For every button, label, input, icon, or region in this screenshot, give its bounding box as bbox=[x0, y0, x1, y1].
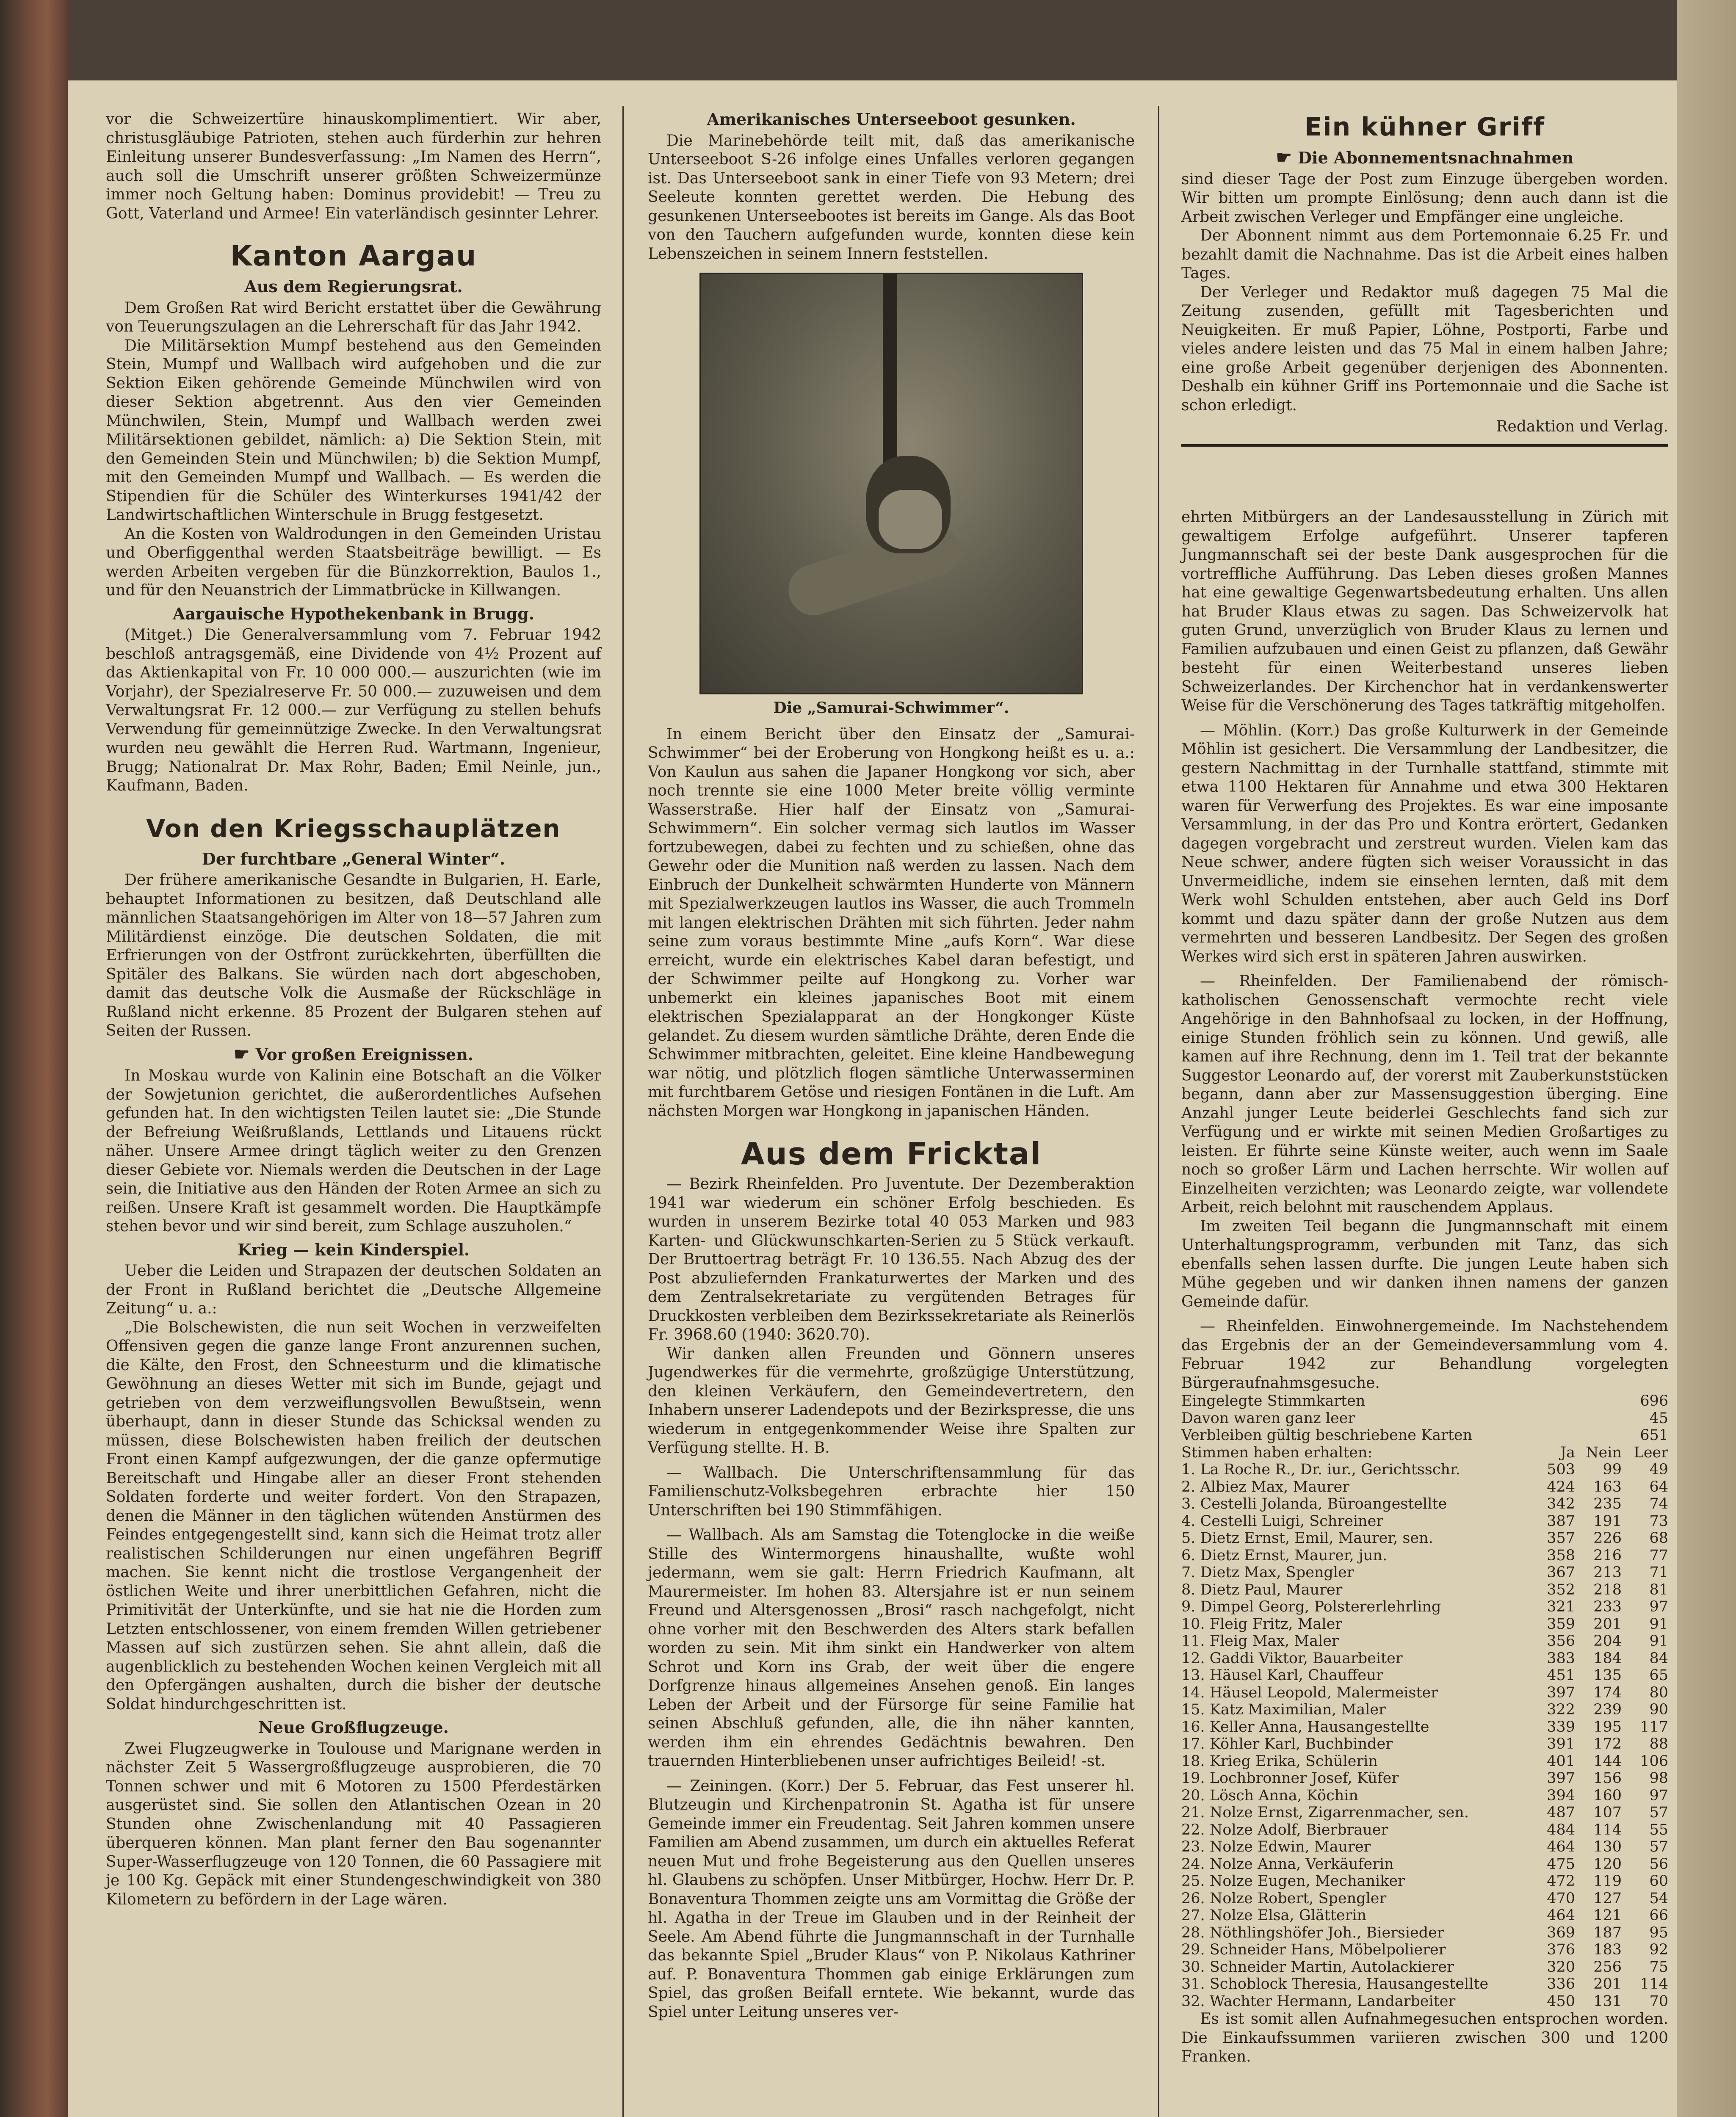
vote-row bbox=[1181, 1993, 1668, 2010]
vote-name: 17. Köhler Karl, Buchbinder bbox=[1181, 1736, 1393, 1752]
vote-leer: 97 bbox=[1649, 1787, 1668, 1804]
column-rule bbox=[1158, 106, 1159, 2117]
vote-name: 16. Keller Anna, Hausangestellte bbox=[1181, 1718, 1429, 1736]
subscription-notice bbox=[1181, 110, 1668, 454]
vote-row bbox=[1181, 1753, 1668, 1770]
heading-text: Vor großen Ereignissen. bbox=[255, 1045, 474, 1064]
vote-nein: 114 bbox=[1593, 1821, 1622, 1838]
column-right bbox=[1181, 508, 1668, 2067]
vote-ja: 357 bbox=[1547, 1530, 1575, 1547]
vote-name: 10. Fleig Fritz, Maler bbox=[1181, 1615, 1343, 1633]
vote-row bbox=[1181, 1650, 1668, 1667]
paragraph: An die Kosten von Waldrodungen in den Gemeinden Uristau und Oberfiggenthal werden Staatsbeiträge bewilligt. — Es werden Arbeiten vergeben für die Bünzkorrektion, Baulos 1., und für den Neuanstrich der Limmatbrücke in Killwangen. bbox=[106, 525, 601, 599]
heading-grossflugzeuge: Neue Großflugzeuge. bbox=[258, 1718, 449, 1737]
votes-table bbox=[1181, 1444, 1668, 2010]
vote-leer: 80 bbox=[1649, 1684, 1668, 1701]
notice-heading bbox=[1181, 148, 1668, 168]
vote-leer: 70 bbox=[1649, 1993, 1668, 2010]
vote-nein: 156 bbox=[1593, 1770, 1622, 1787]
vote-leer: 68 bbox=[1649, 1530, 1668, 1547]
vote-name: 6. Dietz Ernst, Maurer, jun. bbox=[1181, 1547, 1388, 1564]
heading-ereignisse bbox=[106, 1045, 601, 1064]
vote-name: 29. Schneider Hans, Möbelpolierer bbox=[1181, 1941, 1446, 1958]
vote-nein: 226 bbox=[1593, 1530, 1622, 1547]
heading-general-winter: Der furchtbare „General Winter“. bbox=[202, 849, 506, 868]
vote-leer: 57 bbox=[1649, 1804, 1668, 1821]
vote-name: 22. Nolze Adolf, Bierbrauer bbox=[1181, 1821, 1388, 1838]
vote-row bbox=[1181, 1598, 1668, 1616]
vote-nein: 213 bbox=[1593, 1564, 1622, 1581]
vote-nein: 201 bbox=[1593, 1615, 1622, 1633]
vote-nein: 172 bbox=[1593, 1736, 1622, 1752]
vote-leer: 73 bbox=[1649, 1512, 1668, 1530]
vote-ja: 401 bbox=[1547, 1752, 1575, 1770]
vote-name: 3. Cestelli Jolanda, Büroangestellte bbox=[1181, 1495, 1447, 1512]
vote-name: 11. Fleig Max, Maler bbox=[1181, 1633, 1339, 1650]
vote-nein: 119 bbox=[1593, 1873, 1622, 1890]
vote-row bbox=[1181, 1667, 1668, 1684]
vote-name: 1. La Roche R., Dr. iur., Gerichtsschr. bbox=[1181, 1461, 1460, 1478]
vote-name: 20. Lösch Anna, Köchin bbox=[1181, 1787, 1358, 1804]
vote-row bbox=[1181, 1719, 1668, 1736]
vote-ja: 464 bbox=[1547, 1838, 1575, 1855]
vote-leer: 84 bbox=[1649, 1650, 1668, 1667]
vote-nein: 201 bbox=[1593, 1976, 1622, 1993]
vote-name: 8. Dietz Paul, Maurer bbox=[1181, 1581, 1343, 1598]
paragraph: Ueber die Leiden und Strapazen der deutschen Soldaten an der Front in Rußland berichtet die „Deutsche Allgemeine Zeitung“ u. a.: bbox=[106, 1262, 601, 1317]
vote-ja: 464 bbox=[1547, 1907, 1575, 1924]
column-left bbox=[106, 110, 601, 1909]
vote-leer: 71 bbox=[1649, 1564, 1668, 1581]
paragraph: Im zweiten Teil begann die Jungmannschaft mit einem Unterhaltungsprogramm, verbunden mit Tanz, das sich ebenfalls sehen lassen durfte. Die jungen Leute haben sich Mühe gegeben und wir danken ihnen namens der ganzen Gemeinde dafür. bbox=[1181, 1217, 1668, 1310]
paragraph: — Wallbach. Die Unterschriftensammlung für das Familienschutz-Volksbegehren erbrachte hier 150 Unterschriften bei 190 Stimmfähigen. bbox=[648, 1464, 1135, 1519]
vote-ja: 352 bbox=[1547, 1581, 1575, 1598]
vote-leer: 91 bbox=[1649, 1615, 1668, 1633]
vote-row bbox=[1181, 1787, 1668, 1805]
paragraph: — Bezirk Rheinfelden. Pro Juventute. Der Dezemberaktion 1941 war wiederum ein schöner Erfolg beschieden. Es wurden in unserem Bezirke total 40 053 Marken und 983 Karten- und Glückwunschkarten-Serien zu 5 Stück verkauft. Der Bruttoertrag beträgt Fr. 10 136.55. Nach Abzug des der Post abzuliefernden Frankaturwertes der Marken und des dem Zentralsekretariate zu vergütenden Betrages für Druckkosten verbleiben dem Bezirkssekretariate als Reinerlös Fr. 3968.60 (1940: 3620.70). bbox=[648, 1175, 1135, 1343]
heading-unterseeboot: Amerikanisches Unterseeboot gesunken. bbox=[707, 110, 1076, 129]
vote-row bbox=[1181, 1633, 1668, 1650]
vote-nein: 184 bbox=[1593, 1650, 1622, 1667]
paragraph: Der Verleger und Redaktor muß dagegen 75 Mal die Zeitung zusenden, gefüllt mit Tagesberichten und Neuigkeiten. Er muß Papier, Löhne, Postporti, Farbe und vieles andere leisten und das 75 Mal in einem halben Jahre; eine große Arbeit gegenüber derjenigen des Abonnenten. Deshalb ein kühner Griff ins Portemonnaie und die Sache ist schon erledigt. bbox=[1181, 283, 1668, 414]
photo-caption: Die „Samurai-Schwimmer“. bbox=[773, 699, 1009, 717]
notice-title: Ein kühner Griff bbox=[1305, 112, 1545, 142]
vote-leer: 57 bbox=[1649, 1838, 1668, 1855]
vote-leer: 106 bbox=[1640, 1752, 1668, 1770]
vote-nein: 216 bbox=[1593, 1547, 1622, 1564]
paragraph: ehrten Mitbürgers an der Landesausstellung in Zürich mit gewaltigem Erfolge aufgeführt. Unserer tapferen Jungmannschaft sei der beste Dank ausgesprochen für die vortreffliche Aufführung. Das Leben dieses großen Mannes hat eine gewaltige Gegenwartsbedeutung erhalten. Uns allen hat Bruder Klaus etwas zu sagen. Das Schweizervolk hat guten Grund, unverzüglich von Bruder Klaus zu lernen und Familien aufzubauen und einen Geist zu pflanzen, daß Gewähr besteht für einen Weiterbestand unseres lieben Schweizerlandes. Der Kirchenchor hat in verdankenswerter Weise für die Verschönerung des Tages tatkräftig mitgeholfen. bbox=[1181, 509, 1668, 714]
vote-ja: 342 bbox=[1547, 1495, 1575, 1512]
paragraph: Zwei Flugzeugwerke in Toulouse und Marignane werden in nächster Zeit 5 Wassergroßflugzeuge ausprobieren, die 70 Tonnen schwer und mit 6 Motoren zu 1500 Pferdestärken ausgerüstet sind. Sie sollen den Atlantischen Ozean in 20 Stunden ohne Zwischenlandung mit 40 Passagieren überqueren können. Man plant ferner den Bau sogenannter Super-Wasserflugzeuge von 120 Tonnen, die 60 Passagiere mit je 100 Kg. Gepäck mit einer Stundengeschwindigkeit von 380 Kilometern zu befördern in der Lage wären. bbox=[106, 1740, 601, 1908]
vote-nein: 256 bbox=[1593, 1958, 1622, 1976]
vote-ja: 356 bbox=[1547, 1633, 1575, 1650]
vote-row bbox=[1181, 1581, 1668, 1599]
vote-row bbox=[1181, 1838, 1668, 1856]
paragraph: Die Militärsektion Mumpf bestehend aus den Gemeinden Stein, Mumpf und Wallbach wird aufgehoben und die zur Sektion Eiken gehörende Gemeinde Münchwilen wird von dieser Sektion abgetrennt. Aus den vier Gemeinden Münchwilen, Stein, Mumpf und Wallbach werden zwei Militärsektionen gebildet, nämlich: a) Die Sektion Stein, mit den Gemeinden Stein und Münchwilen; b) die Sektion Mumpf, mit den Gemeinden Mumpf und Wallbach. — Es werden die Stipendien für die Schüler des Winterkurses 1941/42 der Landwirtschaftlichen Winterschule in Brugg festgesetzt. bbox=[106, 337, 601, 524]
paragraph: Wir danken allen Freunden und Gönnern unseres Jugendwerkes für die vermehrte, großzügige Unterstützung, den kleinen Verkäufern, den Gemeindevertretern, den Inhabern unserer Ladendepots und der Bezirkspresse, die uns wiederum in entgegenkommender Weise ihre Spalten zur Verfügung stellte. H. B. bbox=[648, 1345, 1135, 1456]
vote-nein: 183 bbox=[1593, 1941, 1622, 1958]
vote-nein: 174 bbox=[1593, 1684, 1622, 1701]
vote-ja: 472 bbox=[1547, 1873, 1575, 1890]
vote-name: 12. Gaddi Viktor, Bauarbeiter bbox=[1181, 1650, 1403, 1667]
adjacent-page-edge bbox=[1677, 0, 1736, 2117]
vote-leer: 55 bbox=[1649, 1821, 1668, 1838]
summary-label: Verbleiben gültig beschriebene Karten bbox=[1181, 1427, 1473, 1444]
vote-leer: 91 bbox=[1649, 1633, 1668, 1650]
summary-table bbox=[1181, 1393, 1668, 1444]
vote-ja: 450 bbox=[1547, 1993, 1575, 2010]
vote-nein: 160 bbox=[1593, 1787, 1622, 1804]
vote-leer: 65 bbox=[1649, 1667, 1668, 1684]
paragraph: — Rheinfelden. Der Familienabend der römisch-katholischen Genossenschaft vermochte recht viele Angehörige in den Bahnhofsaal zu locken, in der Hoffnung, einige Stunden fröhlich sein zu können. Und gewiß, alle kamen auf ihre Rechnung, denn im 1. Teil trat der bekannte Suggestor Leonardo auf, der vorerst mit Zauberkunststücken begann, dann aber zur Massensuggestion überging. Eine Anzahl junger Leute beiderlei Geschlechts fand sich zur Verfügung und er wirkte mit seinen Medien Großartiges zu leisten. Er führte seine Künste weiter, auch wenn im Saale noch so großer Lärm und Lachen herrschte. Wir wollen auf Einzelheiten verzichten; was Leonardo zeigte, war vollendete Arbeit, reich belohnt mit rauschendem Applaus. bbox=[1181, 973, 1668, 1216]
vote-name: 32. Wachter Hermann, Landarbeiter bbox=[1181, 1993, 1456, 2010]
pointing-hand-icon: ☛ bbox=[1276, 147, 1292, 168]
vote-nein: 135 bbox=[1593, 1667, 1622, 1684]
vote-leer: 66 bbox=[1649, 1907, 1668, 1924]
vote-row bbox=[1181, 1564, 1668, 1581]
vote-name: 27. Nolze Elsa, Glätterin bbox=[1181, 1907, 1367, 1924]
vote-nein: 239 bbox=[1593, 1701, 1622, 1718]
vote-name: 9. Dimpel Georg, Polstererlehrling bbox=[1181, 1598, 1441, 1615]
paragraph: Die Marinebehörde teilt mit, daß das amerikanische Unterseeboot S-26 infolge eines Unfalles verloren gegangen ist. Das Unterseeboot sank in einer Tiefe von 93 Metern; drei Seeleute konnten gerettet werden. Die Hebung des gesunkenen Unterseebootes ist bereits im Gange. Als das Boot von den Tauchern aufgefunden wurde, konnten diese kein Lebenszeichen in seinem Innern feststellen. bbox=[648, 132, 1135, 263]
summary-value: 45 bbox=[1649, 1409, 1668, 1427]
vote-row bbox=[1181, 1513, 1668, 1530]
vote-row bbox=[1181, 1907, 1668, 1924]
vote-leer: 95 bbox=[1649, 1924, 1668, 1941]
vote-row bbox=[1181, 1804, 1668, 1821]
vote-nein: 130 bbox=[1593, 1838, 1622, 1855]
vote-row bbox=[1181, 1890, 1668, 1907]
paragraph: sind dieser Tage der Post zum Einzuge übergeben worden. Wir bitten um prompte Einlösung; denn auch dann ist die Arbeit zwischen Verleger und Empfänger eine ungleiche. bbox=[1181, 170, 1668, 226]
vote-name: 21. Nolze Ernst, Zigarrenmacher, sen. bbox=[1181, 1804, 1469, 1821]
vote-ja: 451 bbox=[1547, 1667, 1575, 1684]
vote-ja: 369 bbox=[1547, 1924, 1575, 1941]
vote-ja: 394 bbox=[1547, 1787, 1575, 1804]
book-spine bbox=[0, 0, 68, 2117]
vote-name: 26. Nolze Robert, Spengler bbox=[1181, 1890, 1387, 1907]
vote-leer: 90 bbox=[1649, 1701, 1668, 1718]
heading-text: Die Abonnementsnachnahmen bbox=[1298, 148, 1574, 167]
paragraph: (Mitget.) Die Generalversammlung vom 7. Februar 1942 beschloß antragsgemäß, eine Dividende von 4½ Prozent auf das Aktienkapital von Fr. 10 000 000.— auszurichten (wie im Vorjahr), der Spezialreserve Fr. 50 000.— zuzuweisen und dem Verwaltungsrat Fr. 12 000.— zur Verfügung zu stellen behufs Verwendung für gemeinnützige Zwecke. In den Verwaltungsrat wurden neu gewählt die Herren Rud. Wartmann, Ingenieur, Brugg; Nationalrat Dr. Max Rohr, Baden; Emil Neinle, jun., Kaufmann, Baden. bbox=[106, 626, 601, 794]
vote-leer: 77 bbox=[1649, 1547, 1668, 1564]
votes-header-nein: Nein bbox=[1585, 1444, 1622, 1461]
section-title-aargau: Kanton Aargau bbox=[230, 240, 477, 272]
summary-label: Davon waren ganz leer bbox=[1181, 1409, 1355, 1427]
vote-name: 28. Nöthlingshöfer Joh., Biersieder bbox=[1181, 1924, 1444, 1941]
vote-ja: 376 bbox=[1547, 1941, 1575, 1958]
vote-ja: 397 bbox=[1547, 1684, 1575, 1701]
vote-row bbox=[1181, 1684, 1668, 1702]
vote-leer: 117 bbox=[1640, 1718, 1668, 1736]
vote-leer: 74 bbox=[1649, 1495, 1668, 1512]
vote-nein: 235 bbox=[1593, 1495, 1622, 1512]
vote-row bbox=[1181, 1959, 1668, 1976]
vote-row bbox=[1181, 1479, 1668, 1496]
samurai-swimmer-photo bbox=[699, 273, 1083, 694]
heading-regierungsrat: Aus dem Regierungsrat. bbox=[244, 277, 463, 296]
vote-nein: 218 bbox=[1593, 1581, 1622, 1598]
vote-ja: 358 bbox=[1547, 1547, 1575, 1564]
vote-row bbox=[1181, 1701, 1668, 1719]
newspaper-page bbox=[68, 80, 1677, 2117]
paragraph: In einem Bericht über den Einsatz der „Samurai-Schwimmer“ bei der Eroberung von Hongkong heißt es u. a.: Von Kaulun aus sahen die Japaner Hongkong vor sich, aber noch trennte sie eine 1000 Meter breite völlig verminte Wasserstraße. Hier half der Einsatz von „Samurai-Schwimmern“. Ein solcher vermag sich lautlos im Wasser fortzubewegen, dabei zu fechten und zu schießen, ohne das Gewehr oder die Munition naß werden zu lassen. Nach dem Einbruch der Dunkelheit schwärmten Hunderte von Männern mit Spezialwerkzeugen lautlos ins Wasser, die auch Trommeln mit langen elektrischen Drähten mit sich führten. Jeder nahm seine zum voraus bestimmte Mine „aufs Korn“. War diese erreicht, wurde ein elektrisches Kabel daran befestigt, und der Schwimmer peilte auf Hongkong zu. Vorher war unbemerkt ein kleines japanisches Boot mit einem elektrischen Spezialapparat an der Hongkonger Küste gelandet. Zu diesem wurden sämtliche Drähte, deren Ende die Schwimmer mitbrachten, geleitet. Eine kleine Handbewegung war nötig, und plötzlich flogen sämtliche Unterwasserminen mit furchtbarem Getöse und riesigen Fontänen in die Luft. Am nächsten Morgen war Hongkong in japanischen Händen. bbox=[648, 725, 1135, 1120]
summary-row bbox=[1181, 1427, 1668, 1444]
photo-face-shape bbox=[879, 490, 942, 549]
vote-ja: 321 bbox=[1547, 1598, 1575, 1615]
vote-row bbox=[1181, 1856, 1668, 1873]
vote-row bbox=[1181, 1530, 1668, 1547]
votes-header-label: Stimmen haben erhalten: bbox=[1181, 1444, 1373, 1461]
vote-ja: 475 bbox=[1547, 1855, 1575, 1873]
vote-nein: 195 bbox=[1593, 1718, 1622, 1736]
vote-leer: 60 bbox=[1649, 1873, 1668, 1890]
vote-name: 13. Häusel Karl, Chauffeur bbox=[1181, 1667, 1383, 1684]
votes-header-ja: Ja bbox=[1560, 1444, 1575, 1461]
vote-row bbox=[1181, 1924, 1668, 1942]
vote-leer: 54 bbox=[1649, 1890, 1668, 1907]
vote-ja: 424 bbox=[1547, 1478, 1575, 1495]
vote-leer: 81 bbox=[1649, 1581, 1668, 1598]
vote-leer: 56 bbox=[1649, 1855, 1668, 1873]
thick-rule bbox=[1181, 444, 1668, 447]
vote-ja: 383 bbox=[1547, 1650, 1575, 1667]
vote-ja: 484 bbox=[1547, 1821, 1575, 1838]
vote-leer: 92 bbox=[1649, 1941, 1668, 1958]
vote-ja: 397 bbox=[1547, 1770, 1575, 1787]
column-middle bbox=[648, 110, 1135, 2022]
vote-leer: 64 bbox=[1649, 1478, 1668, 1495]
votes-header-row bbox=[1181, 1444, 1668, 1462]
vote-nein: 204 bbox=[1593, 1633, 1622, 1650]
vote-row bbox=[1181, 1547, 1668, 1564]
vote-nein: 127 bbox=[1593, 1890, 1622, 1907]
vote-nein: 163 bbox=[1593, 1478, 1622, 1495]
vote-name: 19. Lochbronner Josef, Küfer bbox=[1181, 1770, 1399, 1787]
vote-name: 4. Cestelli Luigi, Schreiner bbox=[1181, 1512, 1384, 1530]
letter-closing: vor die Schweizertüre hinauskomplimentiert. Wir aber, christusgläubige Patrioten, stehen auch fürderhin zur hehren Einleitung unserer Bundesverfassung: „Im Namen des Herrn“, auch soll die Umschrift unserer größten Schweizermünze immer noch Geltung haben: Dominus providebit! — Treu zu Gott, Vaterland und Armee! Ein vaterländisch gesinnter Lehrer. bbox=[106, 111, 601, 222]
vote-nein: 131 bbox=[1593, 1993, 1622, 2010]
vote-nein: 121 bbox=[1593, 1907, 1622, 1924]
vote-nein: 144 bbox=[1593, 1752, 1622, 1770]
vote-row bbox=[1181, 1495, 1668, 1513]
paragraph: — Zeiningen. (Korr.) Der 5. Februar, das Fest unserer hl. Blutzeugin und Kirchenpatronin St. Agatha ist für unsere Gemeinde immer ein Freudentag. Seit Jahren kommen unsere Familien am Abend zusammen, um durch ein aktuelles Referat neuen Mut und frohe Begeisterung aus den Quellen unseres hl. Glaubens zu schöpfen. Unser Mitbürger, Hochw. Herr Dr. P. Bonaventura Thommen zeigte uns am Vormittag die Größe der hl. Agatha in der Treue im Glauben und in der Reinheit der Seele. Am Abend führte die Jungmannschaft in der Turnhalle das bekannte Spiel „Bruder Klaus“ von P. Nikolaus Kathriner auf. P. Bonaventura Thommen gab einige Erklärungen zum Spiel, das großen Beifall erntete. Wie bekannt, wurde das Spiel unter Leitung unseres ver- bbox=[648, 1777, 1135, 2021]
summary-value: 696 bbox=[1640, 1393, 1668, 1409]
vote-row bbox=[1181, 1821, 1668, 1839]
vote-ja: 391 bbox=[1547, 1736, 1575, 1752]
vote-name: 2. Albiez Max, Maurer bbox=[1181, 1478, 1349, 1495]
heading-kinderspiel: Krieg — kein Kinderspiel. bbox=[237, 1240, 470, 1259]
vote-nein: 233 bbox=[1593, 1598, 1622, 1615]
vote-name: 24. Nolze Anna, Verkäuferin bbox=[1181, 1855, 1394, 1873]
paragraph: Dem Großen Rat wird Bericht erstattet über die Gewährung von Teuerungszulagen an die Lehrerschaft für das Jahr 1942. bbox=[106, 299, 601, 335]
vote-row bbox=[1181, 1873, 1668, 1890]
vote-row bbox=[1181, 1976, 1668, 1993]
summary-value: 651 bbox=[1640, 1427, 1668, 1444]
vote-ja: 387 bbox=[1547, 1512, 1575, 1530]
vote-nein: 187 bbox=[1593, 1924, 1622, 1941]
column-rule bbox=[622, 106, 624, 2117]
vote-name: 23. Nolze Edwin, Maurer bbox=[1181, 1838, 1371, 1855]
paragraph: Es ist somit allen Aufnahmegesuchen entsprochen worden. Die Einkaufssummen variieren zwischen 300 und 1200 Franken. bbox=[1181, 2010, 1668, 2065]
vote-nein: 107 bbox=[1593, 1804, 1622, 1821]
vote-leer: 75 bbox=[1649, 1958, 1668, 1976]
paragraph: Der Abonnent nimmt aus dem Portemonnaie 6.25 Fr. und bezahlt damit die Nachnahme. Das ist die Arbeit eines halben Tages. bbox=[1181, 227, 1668, 282]
vote-nein: 191 bbox=[1593, 1512, 1622, 1530]
vote-name: 31. Schoblock Theresia, Hausangestellte bbox=[1181, 1976, 1489, 1993]
section-title-fricktal: Aus dem Fricktal bbox=[741, 1136, 1042, 1172]
vote-row bbox=[1181, 1616, 1668, 1633]
vote-nein: 99 bbox=[1603, 1461, 1622, 1478]
vote-leer: 97 bbox=[1649, 1598, 1668, 1615]
paragraph: — Rheinfelden. Einwohnergemeinde. Im Nachstehendem das Ergebnis der an der Gemeindeversammlung vom 4. Februar 1942 zur Behandlung vorgelegten Bürgeraufnahmsgesuche. bbox=[1181, 1318, 1668, 1392]
summary-row bbox=[1181, 1393, 1668, 1410]
vote-ja: 503 bbox=[1547, 1461, 1575, 1478]
vote-name: 18. Krieg Erika, Schülerin bbox=[1181, 1752, 1378, 1770]
vote-ja: 487 bbox=[1547, 1804, 1575, 1821]
vote-leer: 98 bbox=[1649, 1770, 1668, 1787]
vote-leer: 49 bbox=[1649, 1461, 1668, 1478]
votes-header-leer: Leer bbox=[1634, 1444, 1668, 1461]
paragraph: „Die Bolschewisten, die nun seit Wochen in verzweifelten Offensiven gegen die ganze lange Front anzurennen suchen, die Kälte, den Frost, den Schneesturm und die klimatische Gewöhnung an dieses Wetter mit sich im Bunde, gejagt und getrieben von dem verzweiflungsvollen Bewußtsein, wenn überhaupt, dann in dieser Stunde das Schicksal wenden zu müssen, diese Bolschewisten haben freilich der deutschen Front einen Kampf aufgezwungen, der die ganze opfermutige Bereitschaft und Hingabe aller an dieser Front stehenden Soldaten forderte und weiter fordert. Von den Strapazen, denen die Männer in den täglichen wütenden Anstürmen des Feindes entgegengestellt sind, kann sich die Heimat trotz aller realistischen Schilderungen nur einen ungefähren Begriff machen. Sie kennt nicht die trostlose Vergangenheit der östlichen Weite und ihrer unerbittlichen Gefahren, nicht die Primitivität der Unterkünfte, und sie hat nie die Horden zum Letzten entschlossener, von einem fremden Willen getriebener Massen auf sich zustürzen sehen. Sie ahnt allein, daß die augenblicklich zu bestehenden Wochen keinen Vergleich mit all den Opfergängen aushalten, durch die bisher der deutsche Soldat hindurchgeschritten ist. bbox=[106, 1318, 601, 1713]
paragraph: In Moskau wurde von Kalinin eine Botschaft an die Völker der Sowjetunion gerichtet, die außerordentliches Aufsehen gefunden hat. In den wichtigsten Teilen lautet sie: „Die Stunde der Befreiung Weißrußlands, Lettlands und Litauens rückt näher. Unsere Armee dringt täglich weiter zu den Grenzen dieser Gebiete vor. Niemals werden die Deutschen in der Lage sein, die Initiative aus den Händen der Roten Armee an sich zu reißen. Unsere Kraft ist gesammelt worden. Die Hauptkämpfe stehen bevor und wir sind bereit, zum Schlage auszuholen.“ bbox=[106, 1067, 601, 1235]
section-title-kriegsschauplaetze: Von den Kriegsschauplätzen bbox=[146, 814, 561, 843]
paragraph: — Wallbach. Als am Samstag die Totenglocke in die weiße Stille des Wintermorgens hinaushallte, wußte wohl jedermann, wem sie galt: Herrn Friedrich Kaufmann, alt Maurermeister. Im hohen 83. Altersjahre ist er nun seinem Freund und Altersgenossen „Brosi“ rasch nachgefolgt, nicht ohne vorher mit den Beschwerden des Alters stark befallen worden zu sein. Mit ihm sinkt ein Handwerker von altem Schrot und Korn ins Grab, der weit über die engere Dorfgrenze hinaus allgemeines Ansehen genoß. Ein langes Leben der Arbeit und der Fürsorge für seine Familie hat seinen Abschluß gefunden, alle, die ihn näher kannten, werden ihm ein ehrendes Gedächtnis bewahren. Den trauernden Hinterbliebenen unser aufrichtiges Beileid! -st. bbox=[648, 1526, 1135, 1770]
vote-name: 25. Nolze Eugen, Mechaniker bbox=[1181, 1873, 1405, 1890]
pointing-hand-icon: ☛ bbox=[233, 1043, 250, 1064]
vote-ja: 470 bbox=[1547, 1890, 1575, 1907]
vote-ja: 322 bbox=[1547, 1701, 1575, 1718]
vote-row bbox=[1181, 1770, 1668, 1787]
vote-leer: 88 bbox=[1649, 1736, 1668, 1752]
summary-label: Eingelegte Stimmkarten bbox=[1181, 1393, 1366, 1409]
vote-row bbox=[1181, 1461, 1668, 1479]
vote-ja: 339 bbox=[1547, 1718, 1575, 1736]
vote-name: 14. Häusel Leopold, Malermeister bbox=[1181, 1684, 1438, 1701]
vote-ja: 320 bbox=[1547, 1958, 1575, 1976]
vote-row bbox=[1181, 1736, 1668, 1753]
vote-ja: 359 bbox=[1547, 1615, 1575, 1633]
vote-ja: 336 bbox=[1547, 1976, 1575, 1993]
summary-row bbox=[1181, 1410, 1668, 1427]
vote-row bbox=[1181, 1941, 1668, 1959]
vote-name: 7. Dietz Max, Spengler bbox=[1181, 1564, 1354, 1581]
heading-hypothekenbank: Aargauische Hypothekenbank in Brugg. bbox=[172, 604, 535, 623]
notice-signature: Redaktion und Verlag. bbox=[1496, 418, 1668, 435]
vote-ja: 367 bbox=[1547, 1564, 1575, 1581]
vote-leer: 114 bbox=[1640, 1976, 1668, 1993]
vote-name: 15. Katz Maximilian, Maler bbox=[1181, 1701, 1386, 1718]
paragraph: Der frühere amerikanische Gesandte in Bulgarien, H. Earle, behauptet Informationen zu besitzen, daß Deutschland alle männlichen Staatsangehörigen im Alter von 18—57 Jahren zum Militärdienst einzöge. Die deutschen Soldaten, die mit Erfrierungen von der Ostfront zurückkehrten, überfüllten die Spitäler des Balkans. Sie würden nach dort abgeschoben, damit das deutsche Volk die Ausmaße der Rückschläge in Rußland nicht erkenne. 85 Prozent der Bulgaren stehen auf Seiten der Russen. bbox=[106, 871, 601, 1039]
vote-name: 5. Dietz Ernst, Emil, Maurer, sen. bbox=[1181, 1530, 1433, 1547]
paragraph: — Möhlin. (Korr.) Das große Kulturwerk in der Gemeinde Möhlin ist gesichert. Die Versammlung der Landbesitzer, die gestern Nachmittag in der Turnhalle stattfand, stimmte mit etwa 1100 Hektaren für Annahme und etwa 300 Hektaren waren für Verwerfung des Projektes. Es war eine imposante Versammlung, in der das Pro und Kontra erörtert, Gedanken dagegen vorgebracht und zerstreut wurden. Vielen kam das Neue schwer, andere fügten sich weiser Voraussicht in das Unvermeidliche, indem sie einsehen lernten, daß mit dem Werk wohl Schulden entstehen, aber auch Geld ins Dorf kommt und dazu später dann der große Nutzen aus dem vermehrten und besseren Landbesitz. Der Segen des großen Werkes wird sich erst in späteren Jahren auswirken. bbox=[1181, 721, 1668, 965]
vote-nein: 120 bbox=[1593, 1855, 1622, 1873]
vote-name: 30. Schneider Martin, Autolackierer bbox=[1181, 1958, 1454, 1976]
